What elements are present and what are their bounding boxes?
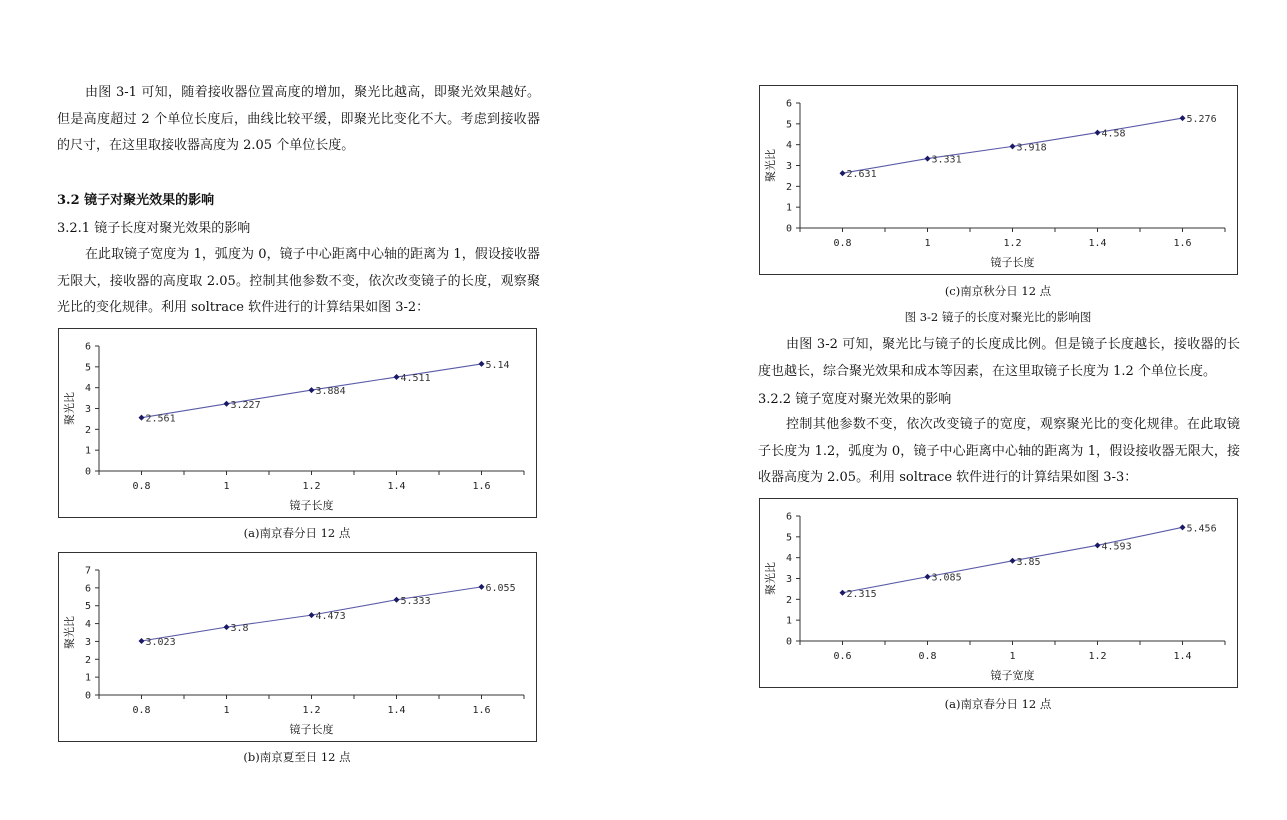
x-tick-label: 1.6 — [472, 705, 491, 716]
y-tick-label: 1 — [785, 615, 792, 627]
y-tick-label: 3 — [785, 161, 792, 172]
y-tick-label: 3 — [84, 636, 91, 648]
y-axis-title: 聚光比 — [63, 392, 76, 425]
data-label: 3.85 — [1016, 556, 1041, 568]
paragraph-3: 由图 3-2 可知，聚光比与镜子的长度成比例。但是镜子长度越长，接收器的长度也越长，综合聚光效果和成本等因素，在这里取镜子长度为 1.2 个单位长度。 — [758, 337, 1240, 379]
y-tick-label: 0 — [84, 690, 91, 702]
x-tick-label: 1.2 — [1003, 238, 1022, 249]
data-label: 6.055 — [485, 582, 516, 594]
chart-c — [759, 85, 1238, 275]
data-label: 2.315 — [846, 588, 877, 600]
paragraph-1: 由图 3-1 可知，随着接收器位置高度的增加，聚光比越高，即聚光效果越好。但是高度超过 2 个单位长度后，曲线比较平缓，即聚光比变化不大。考虑到接收器的尺寸，在这里取接收器高度为 2.05 个单位长度。 — [57, 85, 540, 153]
data-point — [394, 374, 400, 380]
x-tick-label: 1.4 — [387, 481, 406, 492]
caption-b: (b)南京夏至日 12 点 — [243, 750, 351, 764]
data-point — [309, 387, 315, 393]
y-tick-label: 4 — [84, 619, 91, 631]
data-label: 3.023 — [145, 637, 176, 649]
y-axis-title: 聚光比 — [63, 616, 76, 649]
x-tick-label: 1 — [1009, 651, 1016, 662]
x-tick-label: 1 — [924, 238, 931, 249]
data-label: 3.884 — [315, 386, 346, 398]
data-label: 4.58 — [1101, 128, 1126, 140]
y-tick-label: 0 — [84, 466, 91, 478]
x-tick-label: 1.4 — [387, 705, 406, 716]
data-point — [1095, 130, 1101, 136]
data-point — [840, 590, 846, 596]
data-point — [479, 584, 485, 590]
data-point — [139, 638, 145, 644]
y-tick-label: 5 — [785, 119, 792, 131]
x-axis-title: 镜子长度 — [990, 256, 1035, 269]
y-tick-label: 0 — [785, 223, 792, 235]
data-point — [1010, 558, 1016, 564]
data-point — [925, 574, 931, 580]
data-label: 3.918 — [1016, 142, 1047, 154]
x-axis-title: 镜子长度 — [289, 499, 334, 512]
data-label: 5.14 — [485, 359, 510, 371]
y-tick-label: 5 — [84, 362, 91, 374]
data-point — [224, 401, 230, 407]
data-label: 5.456 — [1186, 523, 1217, 535]
x-tick-label: 1.4 — [1173, 651, 1192, 662]
data-point — [1180, 524, 1186, 530]
y-tick-label: 6 — [84, 341, 91, 353]
data-label: 4.473 — [315, 611, 346, 623]
chart-d — [759, 498, 1238, 688]
data-label: 2.631 — [846, 169, 877, 181]
data-label: 5.276 — [1186, 114, 1217, 126]
y-tick-label: 5 — [785, 532, 792, 544]
y-tick-label: 2 — [84, 654, 91, 666]
y-tick-label: 4 — [785, 553, 792, 565]
data-point — [1095, 542, 1101, 548]
data-label: 4.511 — [400, 373, 431, 385]
data-label: 3.227 — [230, 399, 261, 411]
y-tick-label: 5 — [84, 601, 91, 613]
chart-c-svg — [760, 86, 1237, 274]
x-axis-title: 镜子长度 — [289, 723, 334, 736]
chart-b-svg — [59, 553, 536, 741]
x-tick-label: 0.8 — [132, 481, 151, 492]
x-tick-label: 0.8 — [132, 705, 151, 716]
data-point — [479, 361, 485, 367]
y-tick-label: 7 — [84, 565, 91, 577]
data-point — [224, 624, 230, 630]
y-tick-label: 3 — [84, 404, 91, 415]
x-tick-label: 1.4 — [1088, 238, 1107, 249]
subsection-heading-3-2-2: 3.2.2 镜子宽度对聚光效果的影响 — [758, 392, 952, 407]
data-point — [1010, 143, 1016, 149]
data-point — [840, 170, 846, 176]
y-axis-title: 聚光比 — [764, 149, 777, 182]
x-tick-label: 1 — [223, 705, 230, 716]
chart-a — [58, 328, 537, 518]
section-heading-3-2: 3.2 镜子对聚光效果的影响 — [57, 193, 215, 208]
y-tick-label: 1 — [785, 202, 792, 214]
data-label: 3.085 — [931, 572, 962, 584]
y-tick-label: 3 — [785, 574, 792, 585]
chart-b — [58, 552, 537, 742]
x-tick-label: 1.2 — [302, 705, 321, 716]
x-tick-label: 1.2 — [302, 481, 321, 492]
caption-c: (c)南京秋分日 12 点 — [944, 284, 1052, 298]
y-tick-label: 6 — [785, 98, 792, 110]
subsection-heading-3-2-1: 3.2.1 镜子长度对聚光效果的影响 — [57, 221, 251, 236]
x-tick-label: 1.2 — [1088, 651, 1107, 662]
y-tick-label: 2 — [785, 181, 792, 193]
x-tick-label: 0.8 — [833, 238, 852, 249]
y-tick-label: 2 — [84, 424, 91, 436]
x-tick-label: 0.8 — [918, 651, 937, 662]
y-tick-label: 1 — [84, 672, 91, 684]
x-tick-label: 1.6 — [472, 481, 491, 492]
caption-a: (a)南京春分日 12 点 — [243, 526, 351, 540]
y-tick-label: 6 — [84, 583, 91, 595]
paragraph-2: 在此取镜子宽度为 1，弧度为 0，镜子中心距离中心轴的距离为 1，假设接收器无限大，接收器的高度取 2.05。控制其他参数不变，依次改变镜子的长度，观察聚光比的变化规律。利用 soltrace 软件进行的计算结果如图 3-2： — [57, 247, 540, 315]
data-point — [925, 156, 931, 162]
y-tick-label: 4 — [785, 140, 792, 152]
data-label: 2.561 — [145, 413, 176, 425]
data-point — [309, 612, 315, 618]
chart-d-svg — [760, 499, 1237, 687]
data-point — [1180, 115, 1186, 121]
data-label: 5.333 — [400, 595, 431, 607]
figure-caption-3-2: 图 3-2 镜子的长度对聚光比的影响图 — [904, 310, 1092, 324]
y-tick-label: 4 — [84, 383, 91, 395]
y-axis-title: 聚光比 — [764, 562, 777, 595]
y-tick-label: 2 — [785, 594, 792, 606]
data-label: 3.8 — [230, 623, 249, 635]
data-point — [394, 597, 400, 603]
chart-a-svg — [59, 329, 536, 517]
y-tick-label: 1 — [84, 445, 91, 457]
data-label: 4.593 — [1101, 541, 1132, 553]
y-tick-label: 0 — [785, 636, 792, 648]
data-label: 3.331 — [931, 154, 962, 166]
paragraph-4: 控制其他参数不变，依次改变镜子的宽度，观察聚光比的变化规律。在此取镜子长度为 1.2，弧度为 0，镜子中心距离中心轴的距离为 1，假设接收器无限大，接收器高度为 2.05。利用 soltrace 软件进行的计算结果如图 3-3： — [758, 417, 1240, 485]
x-tick-label: 1 — [223, 481, 230, 492]
y-tick-label: 6 — [785, 511, 792, 523]
data-point — [139, 415, 145, 421]
caption-d: (a)南京春分日 12 点 — [944, 697, 1052, 711]
x-axis-title: 镜子宽度 — [990, 669, 1035, 682]
x-tick-label: 0.6 — [833, 651, 852, 662]
x-tick-label: 1.6 — [1173, 238, 1192, 249]
